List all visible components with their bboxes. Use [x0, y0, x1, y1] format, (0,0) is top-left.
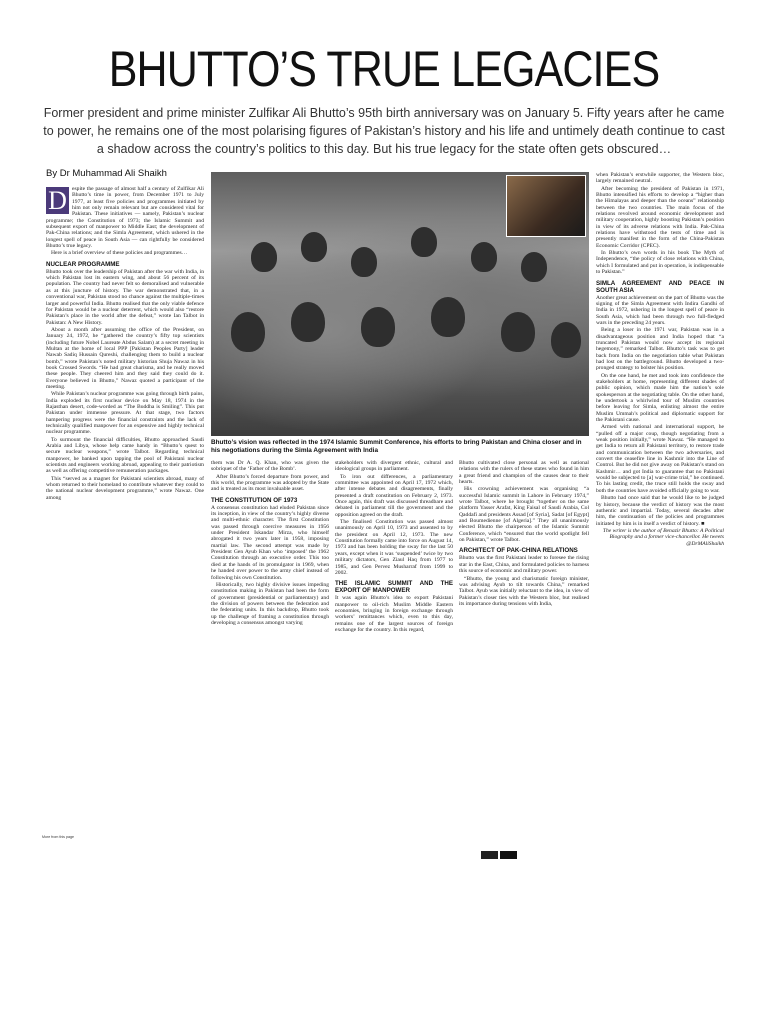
article-paragraph: “Bhutto, the young and charismatic foreign minister, was advising Ayub to tilt towards China,” remarked Talbot. Ayub was initially reluctant to the idea, in view of Pakistan’s closer ties with the Western bloc, but realised its importance during tensions with India,: [459, 575, 589, 607]
article-paragraph: Armed with national and international support, he “pulled off a major coup, though negotiating from a weak position initially,” wrote Nawaz. “He managed to get India to return all Pakistani territory, to restore trade and communication between the two adversaries, and convert the ceasefire line in Kashmir into the Line of Control. But he did not give away on Pakistan’s stand on Kashmir… and got India to guarantee that no Pakistani would be subjected to [a] war-crime trial,” he continued. To his lasting credit, the truce still holds the sway and both the countries have avoided officially going to war.: [596, 424, 724, 494]
article-paragraph: On the one hand, he met and took into confidence the stakeholders at home, representing different shades of public opinion, which made him the nation’s sole spokesperson at the negotiating table. On the other hand, he undertook a whirlwind tour of Muslim countries before leaving for Simla, enlisting almost the entire Muslim Ummah’s political and diplomatic support for the Pakistani cause.: [596, 372, 724, 424]
dropcap: D: [46, 187, 69, 214]
article-paragraph: After becoming the president of Pakistan in 1971, Bhutto intensified his efforts to develop a “higher than the Himalayas and deeper than the oceans” relationship between the two countries. The main focus of the relations revolved around economic development and military cooperation, highly boosting Pakistan’s position in view of its adverse relations with India. Pak-China relations have withstood the tests of time and is presently manifest in the form of the China-Pakistan Economic Corridor (CPEC).: [596, 185, 724, 249]
article-paragraph: D espite the passage of almost half a century of Zulfikar Ali Bhutto’s time in power, from December 1971 to July 1977, at least five policies and programmes initiated by him not only remain relevant but are considered vital for Pakistan. These initiatives — namely, Pakistan’s nuclear programme; the Constitution of 1973; the Islamic Summit and subsequent export of manpower to Middle East; the development of Pak-China relations; and the Simla Agreement, which ushered in the longest spell of peace in South Asia — can rightfully be considered Bhutto’s true legacy.: [46, 186, 204, 250]
more-from-page-link[interactable]: More from this page: [42, 835, 74, 839]
section-heading: NUCLEAR PROGRAMME: [46, 260, 120, 268]
footer-logo[interactable]: [500, 851, 517, 859]
article-paragraph: Being a loser in the 1971 war, Pakistan was in a disadvantageous position and India hoped that “a truncated Pakistan would now accept its regional hegemony,” remarked Talbot. Bhutto’s task was to get back from India on the negotiation table what Pakistan had lost on the battleground. Bhutto developed a two-pronged strategy to bolster his position.: [596, 327, 724, 372]
standfirst: Former president and prime minister Zulfikar Ali Bhutto’s 95th birth anniversary was on January 5. Fifty years after he came to power, he remains one of the most polarising figures of Pakistan’s history and his life and untimely death continue to cast a shadow across the country’s politics to this day. But his true legacy for the state often gets obscured…: [43, 106, 725, 156]
article-paragraph: Here is a brief overview of these policies and programmes…: [51, 250, 188, 257]
article-column-4: [459, 460, 589, 820]
article-paragraph: After Bhutto’s forced departure from power, and this world, the programme was adopted by the State and is treated as its most invaluable asset.: [211, 473, 329, 493]
section-heading: THE ISLAMIC SUMMIT AND THE EXPORT OF MANPOWER: [335, 580, 453, 595]
inset-photo: [506, 175, 586, 237]
article-paragraph: While Pakistan’s nuclear programme was going through birth pains, India exploded its first nuclear device on May 18, 1974 in the Rajasthan desert, code-worded as “The Buddha is Smiling”. This put Pakistan under immense pressure. At that stage, two factors hampering progress were the financial constraints and the lack of technically qualified manpower for an expensive and highly technical nuclear programme.: [46, 391, 204, 436]
article-paragraph: This “served as a magnet for Pakistani scientists abroad, many of whom returned to their homeland to contribute whatever they could to the national nuclear development programme,” wrote Nawaz. One among: [46, 475, 204, 501]
section-heading: ARCHITECT OF PAK-CHINA RELATIONS: [459, 547, 578, 555]
article-paragraph: A consensus constitution had eluded Pakistan since its inception, in view of the country’s highly diverse and multi-ethnic character. The first Constitution was passed through coercive measures in 1956 under President Iskandar Mirza, who himself abrogated it two years later in 1958, imposing martial law. The second attempt was made by President Gen Ayub Khan who ‘imposed’ the 1962 Constitution through an executive order. This too died at the hands of its promulgator in 1969, when he handed over power to the army chief instead of following his own Constitution.: [211, 504, 329, 581]
article-paragraph: Another great achievement on the part of Bhutto was the signing of the Simla Agreement with Indira Gandhi of India in 1972, ushering in the longest spell of peace in South Asia, which had been through two full-fledged wars in the preceding 24 years.: [596, 294, 724, 326]
article-paragraph: In Bhutto’s own words in his book The Myth of Independence, “the policy of close relations with China, which I formulated and put in operation, is indispensable to Pakistan.”: [596, 250, 724, 276]
article-paragraph: Bhutto cultivated close personal as well as national relations with the rulers of these states who found in him a great friend and champion of the causes dear to their hearts.: [459, 460, 589, 486]
article-paragraph: To surmount the financial difficulties, Bhutto approached Saudi Arabia and Libya, whose help came handy in “Bhutto’s quest to secure nuclear weapons,” wrote Talbot. Regarding technical manpower, he banked upon tapping the pool of Pakistani nuclear scientists and engineers working abroad, appealing to their patriotism as well as offering competitive remuneration packages.: [46, 436, 204, 475]
article-paragraph: Bhutto was the first Pakistani leader to foresee the rising star in the East, China, and formulated policies to harness this source of economic and military power.: [459, 555, 589, 575]
article-paragraph: Historically, two highly divisive issues impeding constitution making in Pakistan had been the form of government (presidential or parliamentary) and the division of powers between the federation and the federating units. In this backdrop, Bhutto took up the challenge of framing a constitution through developing a consensus amongst varying: [211, 581, 329, 626]
article-paragraph: them was Dr A. Q. Khan, who was given the sobriquet of the ‘Father of the Bomb’.: [211, 460, 329, 473]
article-column-1: [46, 186, 204, 826]
photo-caption: Bhutto’s vision was reflected in the 1974 Islamic Summit Conference, his efforts to bring Pakistan and China closer and in his negotiations during the Simla Agreement with India: [211, 439, 582, 454]
article-paragraph: Bhutto had once said that he would like to be judged by history, because the verdict of history was the most authentic and impartial. Today, several decades after him, the continuation of the policies and programmes initiated by him is in itself a verdict of history. ■: [596, 495, 724, 527]
footer-badge[interactable]: [481, 851, 498, 859]
article-paragraph: stakeholders with divergent ethnic, cultural and ideological groups in parliament.: [335, 460, 453, 473]
section-heading: SIMLA AGREEMENT AND PEACE IN SOUTH ASIA: [596, 279, 724, 294]
article-column-2: [211, 460, 329, 820]
article-paragraph: To iron out differences, a parliamentary committee was appointed on April 17, 1972 which, after intense debates and disagreements, finally presented a draft constitution on February 2, 1973. Once again, this draft was discussed threadbare and debated in parliament till the government and the opposition agreed on the draft.: [335, 473, 453, 518]
article-paragraph: Bhutto took over the leadership of Pakistan after the war with India, in which Pakistan lost its eastern wing, and about 56 percent of its population. The country had never felt so demoralised and vulnerable as at this juncture of history. The war demonstrated that, in a conventional war, Pakistan stood no chance against the multiple-times larger and powerful India. Bhutto realised that the only viable defence for Pakistan would be a nuclear deterrent, which would also “restore Pakistan’s place in the world after the defeat,” wrote Ian Talbot in Pakistan: A New History.: [46, 268, 204, 326]
byline: By Dr Muhammad Ali Shaikh: [46, 168, 167, 179]
article-paragraph: It was again Bhutto’s idea to export Pakistani manpower to oil-rich Muslim Middle Eastern economies, bringing in foreign exchange through workers’ remittances which, even to this day, remains one of the largest sources of foreign exchange for the country. In this regard,: [335, 595, 453, 633]
article-column-3: [335, 460, 453, 820]
headline: BHUTTO’S TRUE LEGACIES: [108, 41, 660, 97]
article-paragraph: About a month after assuming the office of the President, on January 24, 1972, he “gathered the country’s fifty top scientists (including future Nobel Laureate Abdus Salam) at a secret meeting in Multan at the home of local PPP [Pakistan Peoples Party] leader Nawab Sadiq Hussain Qureshi, challenging them to build a nuclear bomb,” wrote Pakistan’s noted military historian Shuja Nawaz in his book Crossed Swords. “He had great charisma, and he really moved these people. They cheered him and they said they could do it. Everyone believed in Bhutto,” Nawaz quoted a participant of the meeting.: [46, 326, 204, 390]
section-heading: THE CONSTITUTION OF 1973: [211, 496, 298, 504]
author-bio: The writer is the author of Benazir Bhutto: A Political Biography and a former vice-chancellor. He tweets @DrMAliShaikh: [602, 527, 724, 547]
article-column-5: [596, 172, 724, 822]
article-paragraph: His crowning achievement was organising “a successful Islamic summit in Lahore in February 1974,” wrote Talbot, where he brought “together on the same platform Yasser Arafat, King Faisal of Saudi Arabia, Col Qaddafi and presidents Assad [of Syria], Sadat [of Egypt] and Boumedienne [of Algeria].” They all unanimously elected Bhutto the chairperson of the Islamic Summit Conference, which “ensured that the world spotlight fell on Pakistan,” wrote Talbot.: [459, 486, 589, 544]
article-paragraph: when Pakistan’s erstwhile supporter, the Western bloc, largely remained neutral.: [596, 172, 724, 185]
article-paragraph: The finalised Constitution was passed almost unanimously on April 10, 1973 and assented to by the president on April 12, 1973. The new Constitution formally came into force on August 14, 1973 and has been holding the sway for the last 50 years, except when it was ‘suspended’ twice by two military dictators, Gen Ziaul Haq from 1977 to 1985, and Gen Pervez Musharraf from 1999 to 2002.: [335, 519, 453, 576]
